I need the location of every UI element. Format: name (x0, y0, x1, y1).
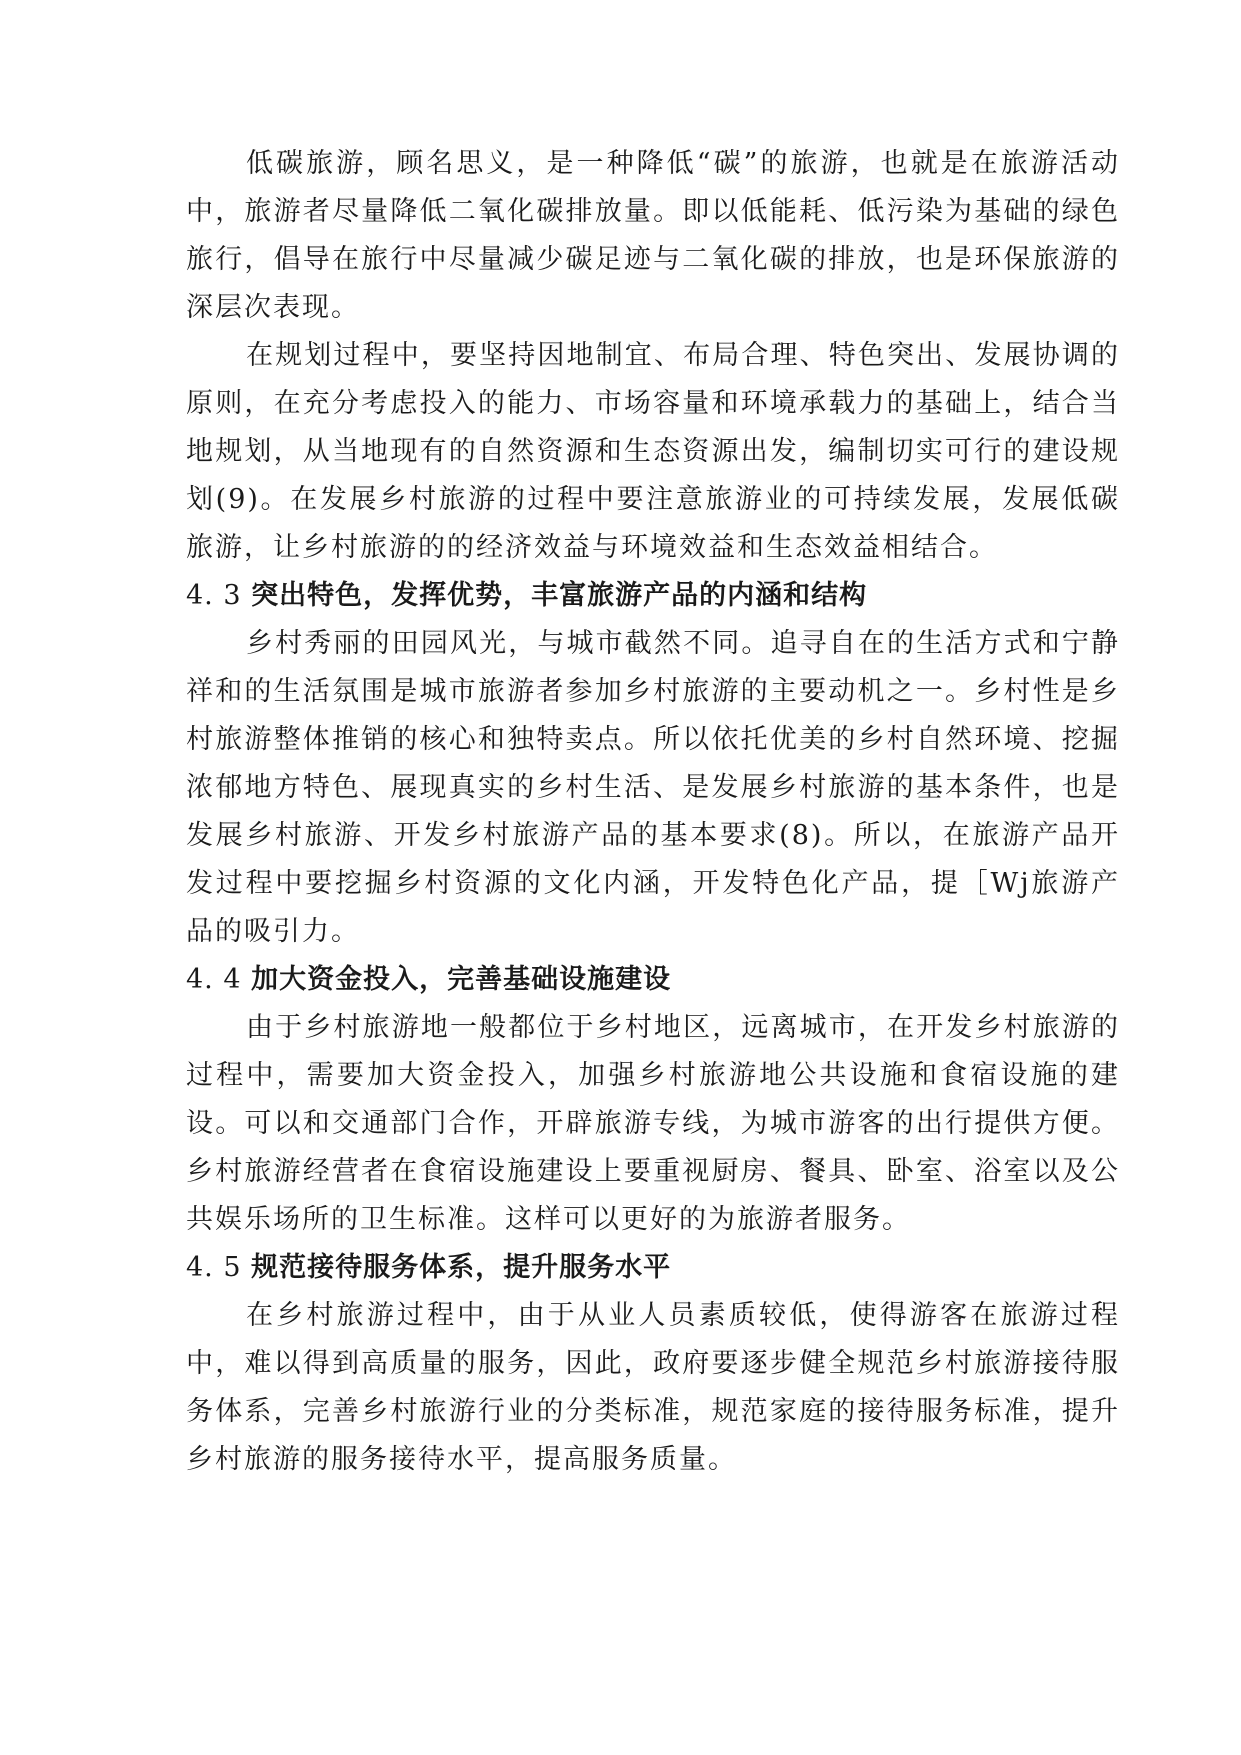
document-page (186, 140, 1120, 1484)
paragraph-low-carbon-tourism: 低碳旅游，顾名思义，是一种降低“碳”的旅游，也就是在旅游活动中，旅游者尽量降低二氧化碳排放量。即以低能耗、低污染为基础的绿色旅行，倡导在旅行中尽量减少碳足迹与二氧化碳的排放，也是环保旅游的深层次表现。 (186, 148, 1120, 323)
section-number: 4. 3 (186, 580, 242, 611)
section-number: 4. 4 (186, 964, 242, 995)
section-title: 规范接待服务体系，提升服务水平 (251, 1252, 672, 1283)
paragraph-service-system: 在乡村旅游过程中，由于从业人员素质较低，使得游客在旅游过程中，难以得到高质量的服务，因此，政府要逐步健全规范乡村旅游接待服务体系，完善乡村旅游行业的分类标准，规范家庭的接待服务标准，提升乡村旅游的服务接待水平，提高服务质量。 (186, 1300, 1120, 1475)
section-heading-4-3 (186, 572, 1120, 620)
paragraph-infrastructure: 由于乡村旅游地一般都位于乡村地区，远离城市，在开发乡村旅游的过程中，需要加大资金投入，加强乡村旅游地公共设施和食宿设施的建设。可以和交通部门合作，开辟旅游专线，为城市游客的出行提供方便。乡村旅游经营者在食宿设施建设上要重视厨房、餐具、卧室、浴室以及公共娱乐场所的卫生标准。这样可以更好的为旅游者服务。 (186, 1012, 1120, 1235)
section-number: 4. 5 (186, 1252, 242, 1283)
section-title: 加大资金投入，完善基础设施建设 (251, 964, 672, 995)
section-heading-4-4 (186, 956, 1120, 1004)
section-heading-4-5 (186, 1244, 1120, 1292)
paragraph-planning: 在规划过程中，要坚持因地制宜、布局合理、特色突出、发展协调的原则，在充分考虑投入的能力、市场容量和环境承载力的基础上，结合当地规划，从当地现有的自然资源和生态资源出发，编制切实可行的建设规划(9)。在发展乡村旅游的过程中要注意旅游业的可持续发展，发展低碳旅游，让乡村旅游的的经济效益与环境效益和生态效益相结合。 (186, 340, 1120, 563)
section-title: 突出特色，发挥优势，丰富旅游产品的内涵和结构 (251, 580, 868, 611)
paragraph-rural-features: 乡村秀丽的田园风光，与城市截然不同。追寻自在的生活方式和宁静祥和的生活氛围是城市旅游者参加乡村旅游的主要动机之一。乡村性是乡村旅游整体推销的核心和独特卖点。所以依托优美的乡村自然环境、挖掘浓郁地方特色、展现真实的乡村生活、是发展乡村旅游的基本条件，也是发展乡村旅游、开发乡村旅游产品的基本要求(8)。所以，在旅游产品开发过程中要挖掘乡村资源的文化内涵，开发特色化产品，提［Wj旅游产品的吸引力。 (186, 628, 1120, 947)
